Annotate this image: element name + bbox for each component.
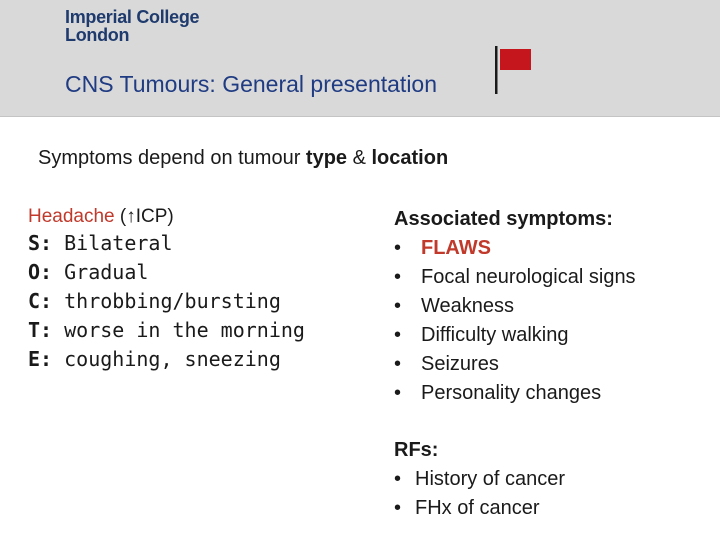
slide-header [0, 0, 720, 117]
bullet: • [394, 353, 402, 375]
socrates-text: throbbing/bursting [52, 289, 281, 313]
socrates-text: Gradual [52, 260, 149, 284]
slide-title: CNS Tumours: General presentation [65, 71, 438, 97]
list-item-text: History of cancer [415, 468, 566, 490]
risk-factors-list [394, 465, 714, 523]
logo-line-2: London [65, 25, 130, 45]
bullet: • [394, 382, 402, 404]
headache-heading [28, 205, 368, 229]
socrates-text: Bilateral [52, 231, 173, 255]
socrates-item [28, 258, 368, 287]
associated-symptoms-title: Associated symptoms: [394, 208, 613, 230]
risk-factors-title: RFs: [394, 439, 439, 461]
risk-factors-block [394, 436, 714, 523]
socrates-item [28, 287, 368, 316]
bullet: • [394, 497, 402, 519]
subtitle-location-word: location [371, 147, 449, 169]
bullet: • [394, 324, 402, 346]
subtitle-middle: & [347, 147, 372, 169]
socrates-letter: C: [28, 289, 53, 313]
headache-column [28, 205, 368, 374]
bullet: • [394, 266, 402, 288]
socrates-list [28, 229, 368, 374]
list-item-text: Focal neurological signs [421, 266, 636, 288]
bullet: • [394, 295, 402, 317]
list-item [394, 350, 714, 379]
list-item-text: Personality changes [421, 382, 602, 404]
list-item [394, 379, 714, 408]
socrates-letter: S: [28, 231, 53, 255]
headache-icp-note: (↑ICP) [114, 206, 174, 227]
list-item-text: FHx of cancer [415, 497, 540, 519]
socrates-letter: T: [28, 318, 53, 342]
list-item-text: FLAWS [421, 237, 491, 259]
bullet: • [394, 237, 402, 259]
list-item [394, 465, 714, 494]
subtitle-prefix: Symptoms depend on tumour [38, 147, 306, 169]
flag-icon [495, 46, 535, 96]
socrates-item [28, 345, 368, 374]
associated-symptoms-list [394, 234, 714, 408]
headache-label: Headache [28, 206, 115, 227]
imperial-college-logo [65, 8, 199, 44]
list-item-text: Difficulty walking [421, 324, 569, 346]
list-item-text: Seizures [421, 353, 499, 375]
list-item [394, 263, 714, 292]
subtitle-type-word: type [305, 147, 348, 169]
socrates-item [28, 316, 368, 345]
socrates-letter: E: [28, 347, 53, 371]
symptoms-column [394, 205, 714, 523]
bullet: • [394, 468, 402, 490]
list-item [394, 494, 714, 523]
socrates-text: coughing, sneezing [52, 347, 281, 371]
list-item [394, 321, 714, 350]
socrates-letter: O: [28, 260, 53, 284]
slide-subtitle [38, 147, 448, 170]
list-item-text: Weakness [421, 295, 515, 317]
logo-line-1: Imperial College [65, 7, 200, 27]
socrates-text: worse in the morning [52, 318, 305, 342]
list-item [394, 234, 714, 263]
socrates-item [28, 229, 368, 258]
list-item [394, 292, 714, 321]
